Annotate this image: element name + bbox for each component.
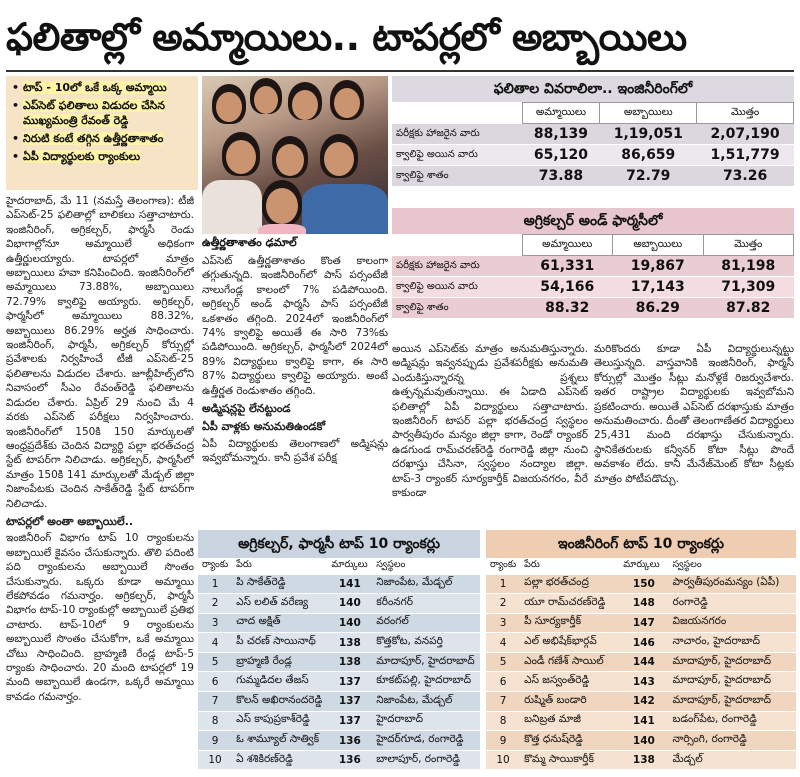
rank-cell: 8 [486, 711, 520, 731]
name-cell: ఓ శామ్యూల్ సాత్విక్ [232, 731, 327, 751]
name-cell: ఎస్ జస్వంత్‌రెడ్డి [520, 672, 619, 692]
rank-cell: 3 [486, 613, 520, 633]
name-cell: రుష్మిత్ బండారి [520, 692, 619, 712]
table-row [392, 166, 794, 187]
agriculture-results-table [392, 208, 794, 319]
ranker-row [486, 652, 796, 672]
highlight-item: • టాప్ - 10లో ఒకే ఒక్క అమ్మాయి [12, 80, 192, 95]
paragraph: మరికొందరు కూడా ఏపీ విద్యార్థులున్నట్టు తెలుస్తున్నది. వాస్తవానికి ఇంజినీరింగ్, ఫార్మసీ కోర్సుల్లో మొత్తం సీట్లు మనోళ్లకే రిజర్వుచేశారు. ఇతర రాష్ట్రాల విద్యార్థులకు ఇవ్వబోమని ప్రకటించారు. అయితే ఎప్‌సెట్ దరఖాస్తుకు మాత్రం అనుమతించారు. దీంతో తెలంగాణేతర విద్యార్థులు 25,431 మంది దరఖాస్తు చేసుకున్నారు. స్థానికేతరులకు కన్వీనర్ కోటా సీట్లు పొందే అవకాశం లేదు. కానీ మేనేజ్‌మెంట్ కోటా సీట్లకు మాత్రం పోటీపడొచ్చు. [594, 343, 794, 485]
headline-rule [6, 70, 794, 72]
row-label: క్వాలిఫై అయిన వారు [392, 145, 522, 166]
table-row [392, 256, 794, 277]
hometown-cell: మాదాపూర్, హైదరాబాద్ [669, 692, 797, 712]
cell: 71,309 [703, 277, 794, 298]
hometown-cell: బడంగ్‌పేట, రంగారెడ్డి [669, 711, 797, 731]
ranker-row [198, 633, 480, 653]
cell: 87.82 [703, 298, 794, 319]
marks-cell: 138 [619, 750, 668, 770]
cell: 86,659 [600, 145, 697, 166]
ranker-row [486, 574, 796, 594]
name-cell: చాద అక్షిత్ [232, 613, 327, 633]
cell: 86.29 [613, 298, 704, 319]
rank-cell: 3 [198, 613, 232, 633]
rank-cell: 2 [198, 594, 232, 614]
ranker-row [198, 692, 480, 712]
column-header: స్వస్థలం [669, 558, 797, 574]
marks-cell: 137 [327, 692, 372, 712]
rank-cell: 9 [486, 731, 520, 751]
table-title: అగ్రికల్చర్, ఫార్మసీ టాప్ 10 ర్యాంకర్లు [198, 530, 480, 558]
rank-cell: 2 [486, 594, 520, 614]
marks-cell: 136 [327, 731, 372, 751]
rank-cell: 5 [198, 652, 232, 672]
table-row [392, 124, 794, 145]
hometown-cell: హైదరాబాద్ [372, 711, 480, 731]
row-label: పరీక్షకు హాజరైన వారు [392, 124, 522, 145]
cell: 72.79 [600, 166, 697, 187]
row-label: పరీక్షకు హాజరైన వారు [392, 256, 522, 277]
marks-cell: 150 [619, 574, 668, 594]
cell: 88,139 [522, 124, 600, 145]
column-header: మార్కులు [327, 558, 372, 574]
engineering-results-table [392, 76, 794, 187]
name-cell: కొమ్మ సాయికార్తీక్ [520, 750, 619, 770]
cell: 61,331 [522, 256, 613, 277]
hometown-cell: విజయనగరం [669, 613, 797, 633]
ranker-row [486, 692, 796, 712]
hometown-cell: కూకట్‌పల్లి, హైదరాబాద్ [372, 672, 480, 692]
ranker-row [198, 731, 480, 751]
name-cell: బ్రాహ్మణి రేండ్ల [232, 652, 327, 672]
marks-cell: 137 [327, 672, 372, 692]
subheading: అడ్మిషన్లపై లేనట్టుండ [202, 402, 291, 416]
ranker-row [198, 594, 480, 614]
hometown-cell: నిజాంపేట, మేడ్చల్ [372, 692, 480, 712]
rank-cell: 4 [486, 633, 520, 653]
row-label: క్వాలిఫై అయిన వారు [392, 277, 522, 298]
column-header: అమ్మాయిలు [522, 235, 613, 256]
table-row [392, 145, 794, 166]
table-title: ఫలితాల వివరాలిలా.. ఇంజినీరింగ్‌లో [392, 76, 794, 102]
table-row [392, 298, 794, 319]
column-header: అబ్బాయిలు [613, 235, 704, 256]
column-header: అబ్బాయిలు [600, 103, 697, 124]
name-cell: పీ సూర్యకార్తీక్ [520, 613, 619, 633]
marks-cell: 146 [619, 633, 668, 653]
cell: 73.88 [522, 166, 600, 187]
name-cell: బనిబ్రత మాజీ [520, 711, 619, 731]
rank-cell: 8 [198, 711, 232, 731]
marks-cell: 140 [619, 731, 668, 751]
hometown-cell: బాలాపూర్, రంగారెడ్డి [372, 750, 480, 770]
marks-cell: 140 [327, 613, 372, 633]
rank-cell: 9 [198, 731, 232, 751]
hometown-cell: మేడ్చల్ [669, 750, 797, 770]
article-column-4 [594, 342, 794, 528]
column-header: పేరు [232, 558, 327, 574]
hometown-cell: నార్సింగి, రంగారెడ్డి [669, 731, 797, 751]
marks-cell: 141 [327, 574, 372, 594]
ranker-row [198, 613, 480, 633]
name-cell: గుమ్మడిదల తేజస్ [232, 672, 327, 692]
column-header: స్వస్థలం [372, 558, 480, 574]
rank-cell: 7 [486, 692, 520, 712]
marks-cell: 140 [327, 594, 372, 614]
paragraph: అయిన ఎప్‌సెట్‌కు మాత్రం అనుమతిస్తున్నారు. అడ్మిషన్లు ఇవ్వనప్పుడు ప్రవేశపరీక్షకు అనుమతి ఎందుకిస్తున్నారన్న ప్రశ్నలు ఉత్పన్నమవుతున్నాయి. ఈ ఏడాది ఎప్‌సెట్ ఫలితాల్లో ఏపీ విద్యార్థులు సత్తాచాటారు. ఇంజినీరింగ్ టాపర్ పల్లా భరత్‌చంద్ర స్వస్థలం పార్వతీపురం మన్యం జిల్లా కాగా, రెండో ర్యాంకర్ ఉడగుండ రామ్‌చరణ్‌రెడ్డి రంగారెడ్డి జిల్లా నుంచి దరఖాస్తు చేసినా, స్వస్థలం నంద్యాల జిల్లా. టాప్-3 ర్యాంకర్ సూర్యకార్తీక్ విజయనగరం, వీరే కాకుండా [392, 343, 588, 500]
paragraph: ఎప్‌సెట్ ఉత్తీర్ణతాశాతం కొంత కాలంగా తగ్గుతున్నది. ఇంజినీరింగ్‌లో పాస్ పర్సంటేజీ నాలుగేండ్ల కాలంలో 7% పడిపోయింది. అగ్రికల్చర్ అండ్ ఫార్మసీ పాస్ పర్సంటేజీ ఒకశాతం తగ్గింది. 2024లో ఇంజినీరింగ్‌లో 74% క్వాలిఫై అయితే ఈ సారి 73%కు పడిపోయింది. అగ్రికల్చర్, ఫార్మసీలో 2024లో 89% విద్యార్థులు క్వాలిఫై కాగా, ఈ సారి 87% విద్యార్థులు క్వాలిఫై అయ్యారు. అంటే ఉత్తీర్ణత రెండుశాతం తగ్గింది. [202, 255, 388, 397]
row-label: క్వాలిఫై శాతం [392, 166, 522, 187]
hometown-cell: మాదాపూర్, హైదరాబాద్ [669, 652, 797, 672]
marks-cell: 147 [619, 613, 668, 633]
rank-cell: 1 [198, 574, 232, 594]
hometown-cell: రంగారెడ్డి [669, 594, 797, 614]
rank-cell: 10 [486, 750, 520, 770]
marks-cell: 138 [327, 652, 372, 672]
name-cell: కొత్త ధనుష్‌రెడ్డి [520, 731, 619, 751]
hometown-cell: నిజాంపేట, మేడ్చల్ [372, 574, 480, 594]
ranker-row [486, 711, 796, 731]
cell: 65,120 [522, 145, 600, 166]
marks-cell: 137 [327, 711, 372, 731]
marks-cell: 141 [619, 711, 668, 731]
article-column-2 [202, 254, 388, 528]
name-cell: యూ రామ్‌చరణ్‌రెడ్డి [520, 594, 619, 614]
rank-cell: 10 [198, 750, 232, 770]
paragraph: హైదరాబాద్, మే 11 (నమస్తే తెలంగాణ): టీజీ ఎప్‌సెట్-25 ఫలితాల్లో బాలికలు సత్తాచాటారు. ఇంజినీరింగ్, అగ్రికల్చర్, ఫార్మసీ రెండు విభాగాల్లోనూ అమ్మాయిలే అధికంగా ఉత్తీర్ణులయ్యారు. టాపర్లలో మాత్రం అబ్బాయిలు హవా కనిపించింది. ఇంజినీరింగ్‌లో అమ్మాయిలు 73.88%, అబ్బాయిలు 72.79% క్వాలిఫై అయ్యారు. అగ్రికల్చర్, ఫార్మసీలో అమ్మాయిలు 88.32%, అబ్బాయిలు 86.29% అర్హత సాధించారు. ఇంజినీరింగ్, ఫార్మసీ, అగ్రికల్చర్ కోర్సుల్లో ప్రవేశాలకు నిర్వహించే టీజీ ఎప్‌సెట్-25 ఫలితాలను విడుదల చేశారు. జూబ్లీహిల్స్‌లోని నివాసంలో సీఎం రేవంత్‌రెడ్డి ఫలితాలను విడుదల చేశారు. ఏప్రిల్ 29 నుంచి మే 4 వరకు ఎప్‌సెట్ పరీక్షలు నిర్వహించారు. ఇంజినీరింగ్‌లో 150కి 150 మార్కులతో ఆంధ్రప్రదేశ్‌కు చెందిన విద్యార్థి పల్లా భరత్‌చంద్ర స్టేట్ టాపర్‌గా నిలిచాడు. అగ్రికల్చర్, ఫార్మసీలో మాత్రం 150కి 141 మార్కులతో మేడ్చల్ జిల్లా నిజాంపేటకు చెందిన సాకేత్‌రెడ్డి స్టేట్ టాపర్‌గా నిలిచాడు. [6, 195, 194, 510]
column-header: మార్కులు [619, 558, 668, 574]
highlights-box [6, 76, 198, 190]
name-cell: ఏ శశికిరణ్‌రెడ్డి [232, 750, 327, 770]
column-header: ర్యాంకు [198, 558, 232, 574]
cell: 1,51,779 [697, 145, 794, 166]
highlight-item: • ఏపీ విద్యార్థులకు ర్యాంకులు [12, 149, 192, 164]
rank-cell: 6 [486, 672, 520, 692]
cell: 17,143 [613, 277, 704, 298]
cell: 54,166 [522, 277, 613, 298]
hometown-cell: నాచారం, హైదరాబాద్ [669, 633, 797, 653]
rank-cell: 1 [486, 574, 520, 594]
hometown-cell: మాదాపూర్, హైదరాబాద్ [372, 652, 480, 672]
students-photo [202, 76, 388, 234]
rank-cell: 4 [198, 633, 232, 653]
name-cell: పి సాకేత్‌రెడ్డి [232, 574, 327, 594]
ranker-row [486, 731, 796, 751]
ranker-row [486, 613, 796, 633]
rank-cell: 7 [198, 692, 232, 712]
marks-cell: 136 [327, 750, 372, 770]
ranker-row [198, 672, 480, 692]
ranker-row [486, 750, 796, 770]
cell: 2,07,190 [697, 124, 794, 145]
ranker-row [198, 574, 480, 594]
article-column-1 [6, 194, 194, 774]
table-title: అగ్రికల్చర్ అండ్ ఫార్మసీలో [392, 208, 794, 234]
highlight-item: • ఎప్‌సెట్ ఫలితాలు విడుదల చేసిన ముఖ్యమంత్రి రేవంత్ రెడ్డి [12, 98, 192, 128]
hometown-cell: పార్వతీపురంమన్యం (ఏపీ) [669, 574, 797, 594]
rank-cell: 5 [486, 652, 520, 672]
column-header: పేరు [520, 558, 619, 574]
row-label: క్వాలిఫై శాతం [392, 298, 522, 319]
hometown-cell: కొత్తకోట, వనపర్తి [372, 633, 480, 653]
engineering-rankers-table [486, 530, 796, 770]
hometown-cell: మాదాపూర్, హైదరాబాద్ [669, 672, 797, 692]
hometown-cell: కరీంనగర్ [372, 594, 480, 614]
hometown-cell: హైదర్‌గూడ, రంగారెడ్డి [372, 731, 480, 751]
article-column-3 [392, 342, 588, 528]
header-blank [392, 235, 522, 256]
subheading: టాపర్లలో అంతా అబ్బాయిలే.. [6, 514, 134, 528]
name-cell: ఎల్ అభిషేక్‌భార్గవ్ [520, 633, 619, 653]
ranker-row [198, 750, 480, 770]
name-cell: పీ చరణ్ సాయినాథ్ [232, 633, 327, 653]
paragraph: ఇంజినీరింగ్ విభాగం టాప్ 10 ర్యాంకులను అబ్బాయిలే కైవసం చేసుకున్నారు. తొలి పదింటి పది ర్యాంకులను అబ్బాయిలే సొంతం చేసుకున్నారు. ఒక్కరు కూడా అమ్మాయి లేకపోవడం గమనార్హం. అగ్రికల్చర్, ఫార్మసీ విభాగం టాప్-10 ర్యాంకుల్లో అబ్బాయిలే ప్రతిభ చాటారు. టాప్-10లో 9 ర్యాంకులను అబ్బాయిలే సొంతం చేసుకోగా, ఒకే అమ్మాయి చోటు సాధించింది. బ్రాహ్మణి రేండ్ల టాప్-5 ర్యాంకు సాధించారు. 20 మంది టాపర్లలో 19 మంది అబ్బాయిలే ఉండగా, ఒక్కరే అమ్మాయి కావడం గమనార్హం. [6, 532, 194, 703]
ranker-row [486, 594, 796, 614]
name-cell: ఎండీ గణేశ్ సాయిల్ [520, 652, 619, 672]
cell: 19,867 [613, 256, 704, 277]
ranker-row [198, 652, 480, 672]
name-cell: పల్లా భరత్‌చంద్ర [520, 574, 619, 594]
cell: 73.26 [697, 166, 794, 187]
cell: 81,198 [703, 256, 794, 277]
marks-cell: 143 [619, 672, 668, 692]
column-header: మొత్తం [703, 235, 794, 256]
agriculture-rankers-table [198, 530, 480, 770]
subheading: ఏపీ వాళ్లకు అనుమతిఉండకో [202, 420, 326, 434]
table-title: ఇంజినీరింగ్ టాప్ 10 ర్యాంకర్లు [486, 530, 796, 558]
headline: ఫలితాల్లో అమ్మాయిలు.. టాపర్లలో అబ్బాయిలు [6, 15, 687, 59]
paragraph: ఏపీ విద్యార్థులకు తెలంగాణలో అడ్మిషన్లు ఇవ్వబోమన్నారు. కానీ ప్రవేశ పరీక్ష [202, 437, 388, 465]
cell: 1,19,051 [600, 124, 697, 145]
highlight-item: • నిరుటి కంటే తగ్గిన ఉత్తీర్ణతాశాతం [12, 131, 192, 146]
column-header: ర్యాంకు [486, 558, 520, 574]
hometown-cell: వరంగల్ [372, 613, 480, 633]
name-cell: ఎస్ లలిత్ వరేణ్య [232, 594, 327, 614]
ranker-row [486, 633, 796, 653]
photo-caption: ఉత్తీర్ణతాశాతం ఢమాల్ [202, 236, 297, 249]
column-header: అమ్మాయిలు [522, 103, 600, 124]
cell: 88.32 [522, 298, 613, 319]
marks-cell: 142 [619, 692, 668, 712]
marks-cell: 138 [327, 633, 372, 653]
name-cell: ఎస్ కాపుప్రకాశ్‌రెడ్డి [232, 711, 327, 731]
marks-cell: 144 [619, 652, 668, 672]
column-header: మొత్తం [697, 103, 794, 124]
table-row [392, 277, 794, 298]
rank-cell: 6 [198, 672, 232, 692]
ranker-row [486, 672, 796, 692]
ranker-row [198, 711, 480, 731]
name-cell: కొలన్ అఖిరానందరెడ్డి [232, 692, 327, 712]
header-blank [392, 103, 522, 124]
marks-cell: 148 [619, 594, 668, 614]
